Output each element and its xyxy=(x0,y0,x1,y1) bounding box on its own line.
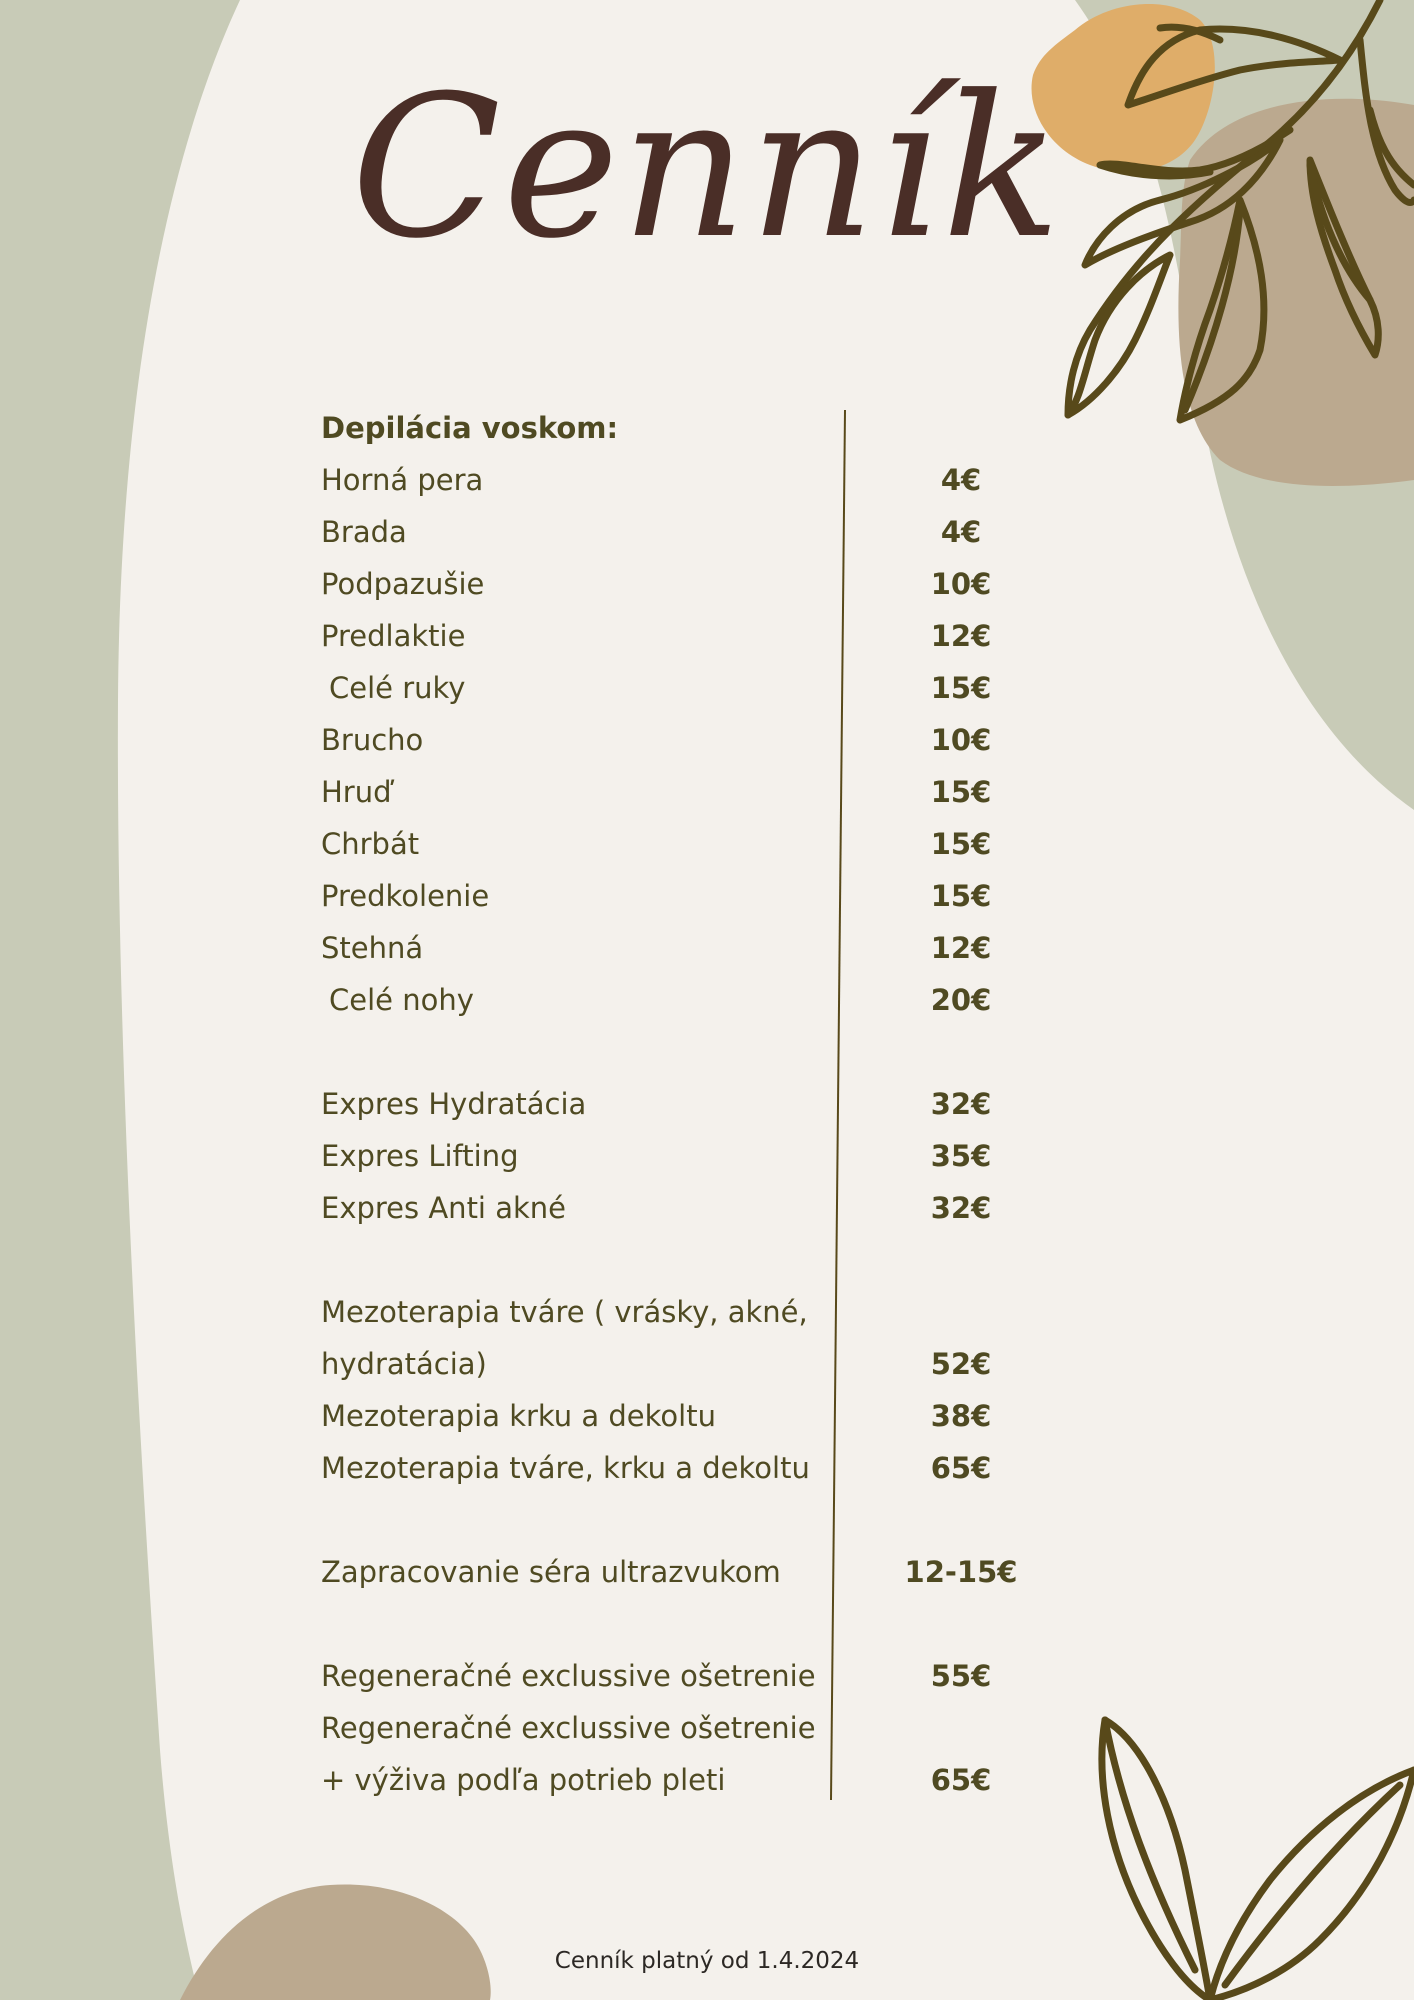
price-row xyxy=(321,610,1021,662)
validity-note: Cenník platný od 1.4.2024 xyxy=(554,1948,860,1974)
price-row xyxy=(321,922,1021,974)
service-price: 10€ xyxy=(930,723,992,757)
price-row xyxy=(321,766,1021,818)
price-row xyxy=(321,1182,1021,1234)
price-row xyxy=(321,558,1021,610)
price-row xyxy=(321,1650,1021,1702)
service-name: Mezoterapia tváre, krku a dekoltu xyxy=(321,1451,810,1485)
price-row xyxy=(321,662,1021,714)
service-price: 52€ xyxy=(930,1347,992,1381)
price-row xyxy=(321,454,1021,506)
service-price: 15€ xyxy=(930,671,992,705)
service-name: Celé nohy xyxy=(329,983,474,1017)
page-title: Cenník xyxy=(351,54,1063,282)
service-name: Brada xyxy=(321,515,407,549)
service-name: Zapracovanie séra ultrazvukom xyxy=(321,1555,781,1589)
price-row xyxy=(321,974,1021,1026)
service-name: Podpazušie xyxy=(321,567,485,601)
service-price: 35€ xyxy=(930,1139,992,1173)
left-sage-shape xyxy=(0,0,240,2000)
price-row xyxy=(321,818,1021,870)
service-name: Predlaktie xyxy=(321,619,466,653)
service-name: Predkolenie xyxy=(321,879,490,913)
price-row xyxy=(321,506,1021,558)
service-name: Mezoterapia krku a dekoltu xyxy=(321,1399,716,1433)
service-price: 12-15€ xyxy=(904,1555,1018,1589)
price-row xyxy=(321,714,1021,766)
price-row xyxy=(321,1754,1021,1806)
price-row xyxy=(321,1078,1021,1130)
service-name: Hruď xyxy=(321,775,392,809)
service-name-line1: Regeneračné exclussive ošetrenie xyxy=(321,1711,816,1745)
service-name: Horná pera xyxy=(321,463,484,497)
taupe-blob-bottom xyxy=(180,1884,491,2000)
price-row xyxy=(321,1442,1021,1494)
price-row xyxy=(321,1130,1021,1182)
service-name: Expres Lifting xyxy=(321,1139,519,1173)
section-heading-waxing xyxy=(321,402,1021,454)
service-name-line1: Mezoterapia tváre ( vrásky, akné, xyxy=(321,1295,808,1329)
service-name: Expres Anti akné xyxy=(321,1191,566,1225)
service-price: 32€ xyxy=(930,1087,992,1121)
service-name: Brucho xyxy=(321,723,424,757)
price-row xyxy=(321,1546,1021,1598)
service-name: Celé ruky xyxy=(329,671,466,705)
service-price: 10€ xyxy=(930,567,992,601)
price-row xyxy=(321,870,1021,922)
service-price: 38€ xyxy=(930,1399,992,1433)
service-name: Expres Hydratácia xyxy=(321,1087,587,1121)
service-price: 15€ xyxy=(930,879,992,913)
service-name-line2: hydratácia) xyxy=(321,1347,487,1381)
service-price: 32€ xyxy=(930,1191,992,1225)
service-name: Stehná xyxy=(321,931,424,965)
service-price: 4€ xyxy=(940,463,982,497)
price-row xyxy=(321,1702,1021,1754)
service-name: Chrbát xyxy=(321,827,420,861)
service-price: 12€ xyxy=(930,931,992,965)
service-name-line2: + výživa podľa potrieb pleti xyxy=(321,1763,726,1797)
service-price: 65€ xyxy=(930,1763,992,1797)
price-row xyxy=(321,1338,1021,1390)
service-price: 15€ xyxy=(930,775,992,809)
service-price: 15€ xyxy=(930,827,992,861)
service-price: 65€ xyxy=(930,1451,992,1485)
service-price: 12€ xyxy=(930,619,992,653)
price-row xyxy=(321,1390,1021,1442)
service-price: 4€ xyxy=(940,515,982,549)
service-price: 20€ xyxy=(930,983,992,1017)
service-name: Regeneračné exclussive ošetrenie xyxy=(321,1659,816,1693)
price-row xyxy=(321,1286,1021,1338)
service-price: 55€ xyxy=(930,1659,992,1693)
section-heading-label: Depilácia voskom: xyxy=(321,411,619,445)
